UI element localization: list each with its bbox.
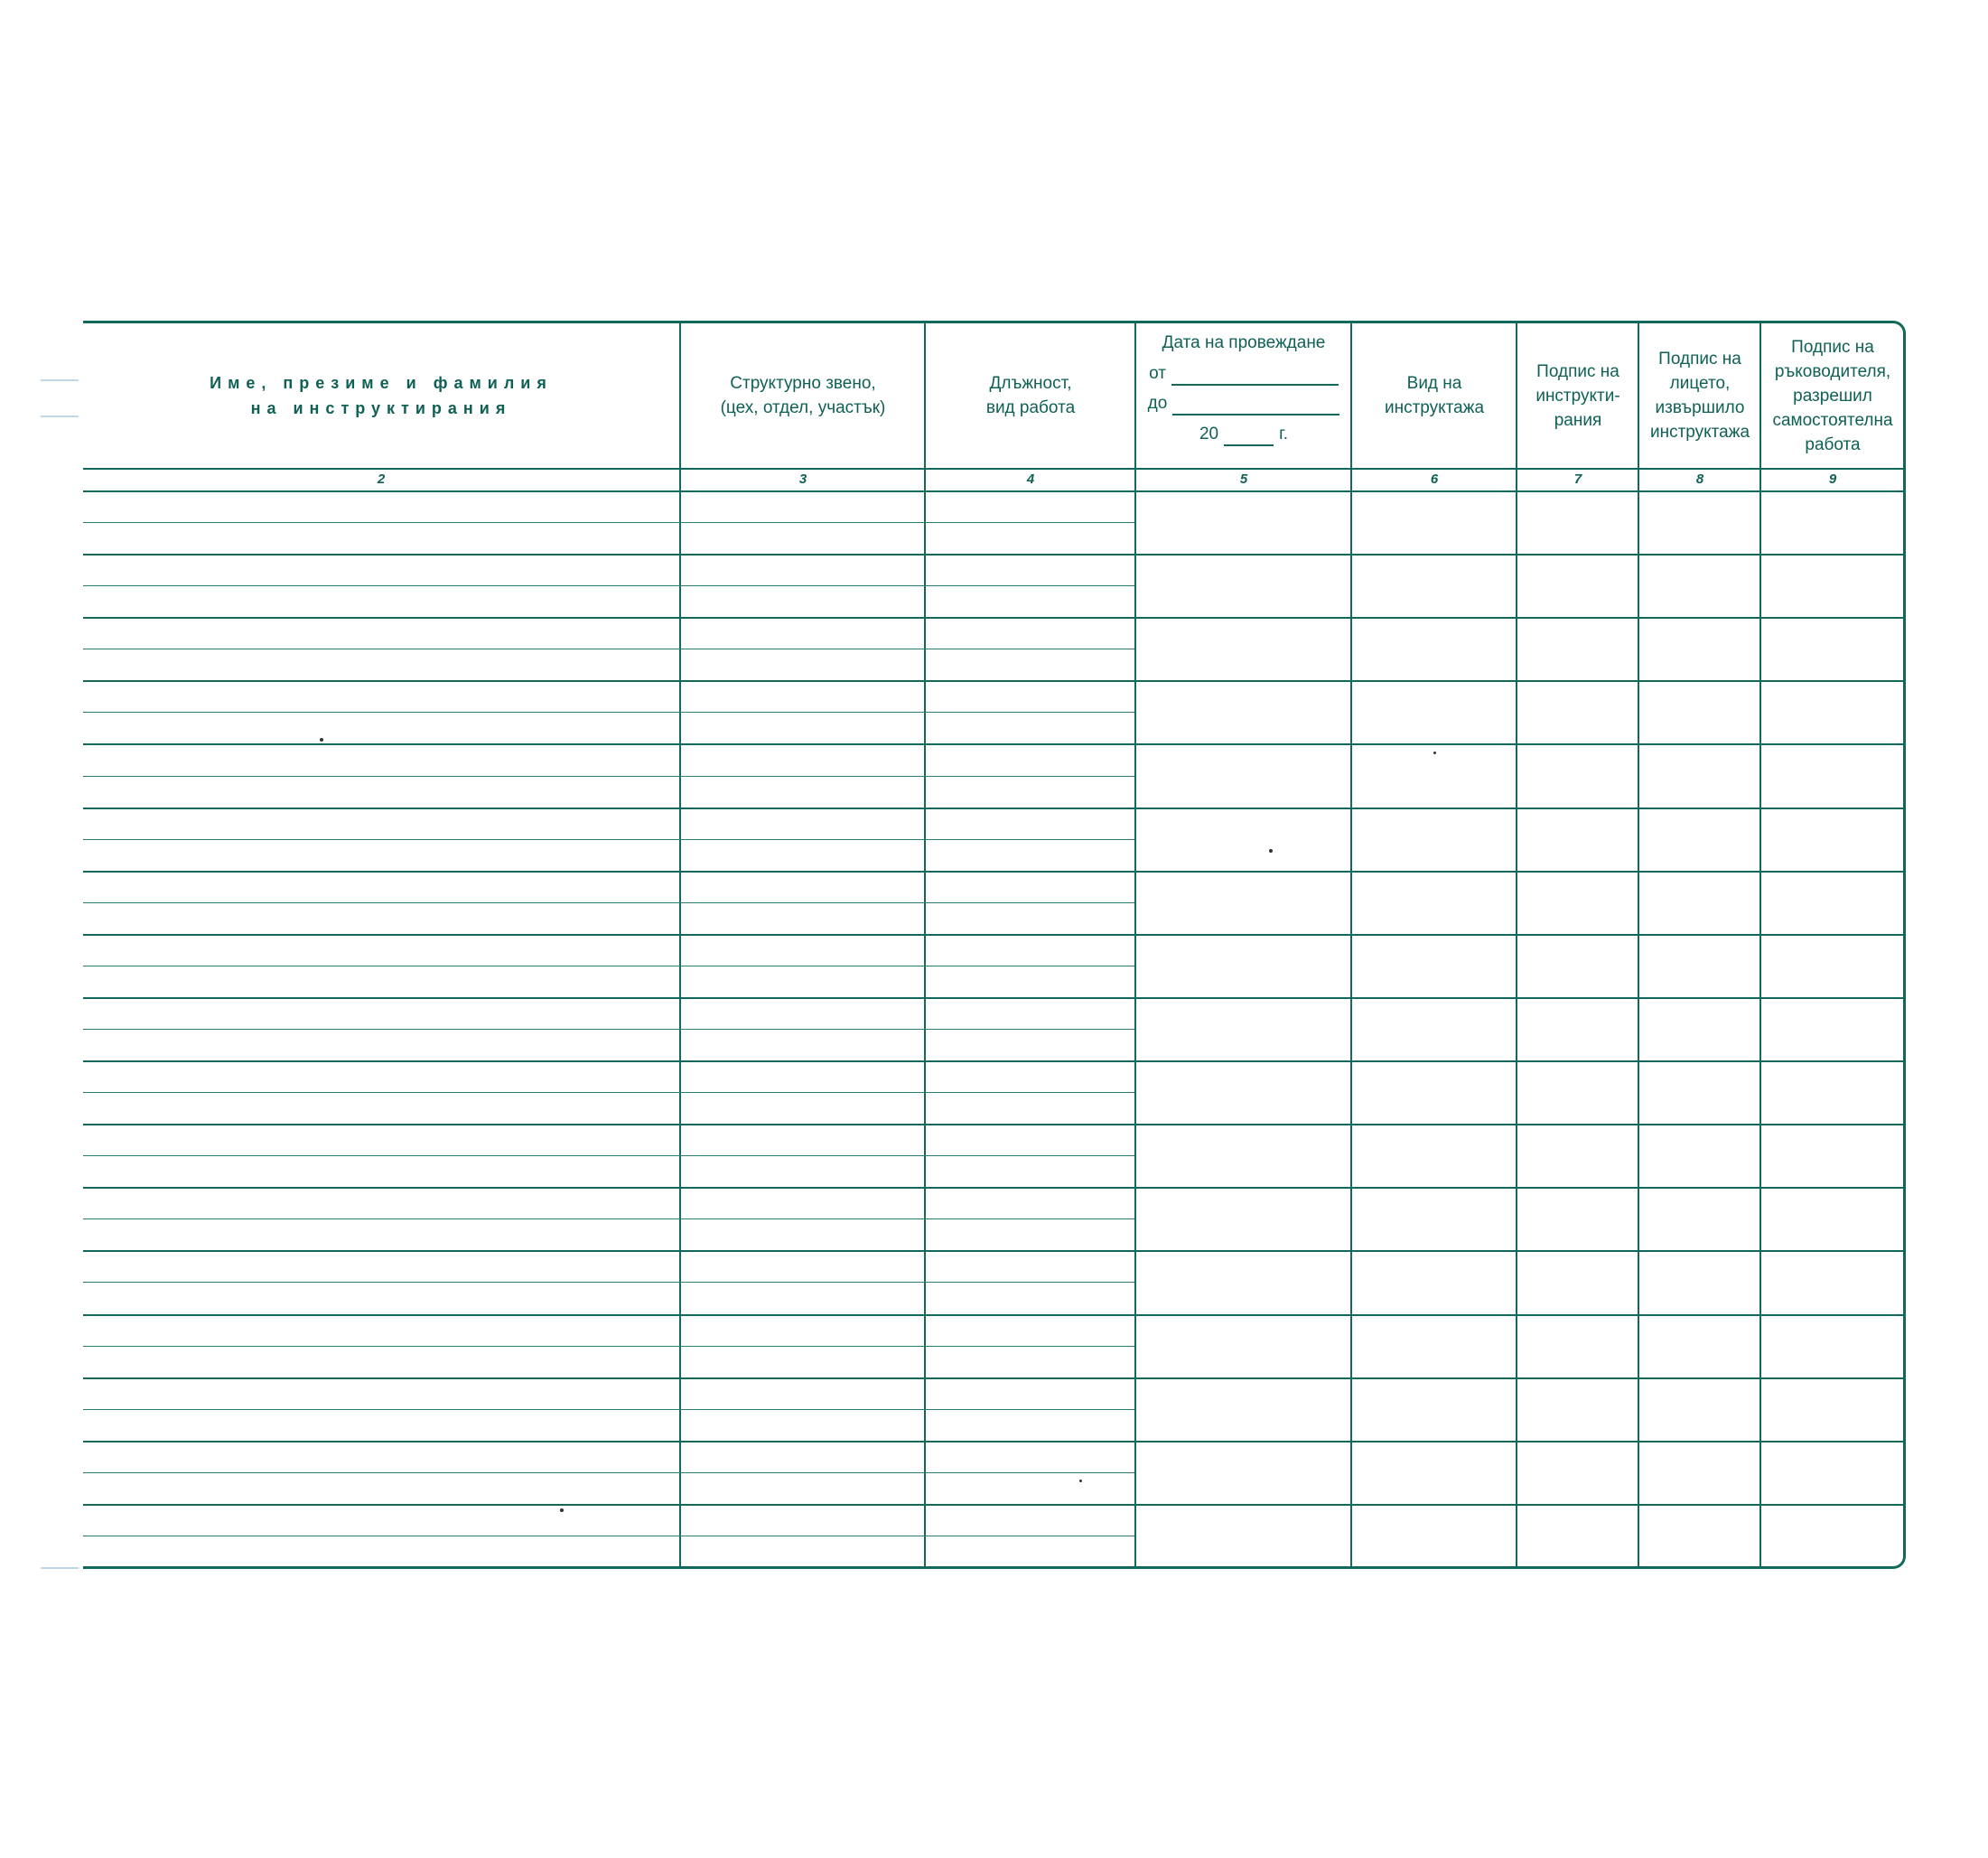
column-divider [1516, 323, 1517, 1567]
header-unit [682, 323, 924, 468]
row-line [83, 934, 1903, 936]
header-sign-instructor-line4: инструктажа [1649, 423, 1750, 442]
header-bottom-line [83, 468, 1903, 470]
row-line [83, 1377, 1903, 1379]
speck [320, 738, 323, 742]
column-divider [1759, 323, 1761, 1567]
header-date-title: Дата на провеждане [1162, 333, 1326, 352]
date-from-line [1149, 361, 1339, 386]
header-name-line1: Име, презиме и фамилия [210, 374, 553, 392]
header-sign-instructor-line3: извършило [1655, 398, 1745, 417]
sub-row-line [83, 1409, 1134, 1410]
header-unit-line1: Структурно звено, [730, 374, 876, 393]
row-line [83, 808, 1903, 809]
row-line [83, 1250, 1903, 1252]
header-name [83, 323, 679, 468]
column-number: 8 [1695, 472, 1704, 487]
header-type [1353, 323, 1516, 468]
margin-mark [41, 415, 79, 417]
column-number-line [83, 490, 1903, 492]
sub-row-line [83, 776, 1134, 777]
header-type-line2: инструктажа [1384, 398, 1485, 417]
header-position [927, 323, 1134, 468]
row-line [83, 617, 1903, 619]
header-sign-manager-line1: Подпис на [1791, 337, 1874, 357]
date-year-suffix: г. [1279, 425, 1289, 443]
header-sign-manager-line3: разрешил [1793, 386, 1872, 406]
row-line [83, 997, 1903, 999]
row-line [83, 1314, 1903, 1316]
header-date [1137, 323, 1350, 468]
row-line [83, 1441, 1903, 1443]
sub-row-line [83, 1029, 1134, 1030]
sub-row-line [83, 522, 1134, 523]
sub-row-line [83, 1155, 1134, 1156]
row-line [83, 1124, 1903, 1125]
header-name-line2: на инструктирания [250, 399, 512, 417]
speck [1433, 752, 1436, 754]
date-year-blank [1224, 428, 1274, 446]
margin-mark [41, 379, 79, 381]
header-type-line1: Вид на [1406, 374, 1462, 393]
date-to-line [1148, 391, 1340, 415]
column-divider [1134, 323, 1136, 1567]
header-sign-manager [1762, 323, 1903, 468]
header-position-line1: Длъжност, [989, 374, 1072, 393]
header-sign-manager-line2: ръководителя, [1774, 361, 1891, 381]
column-divider [1638, 323, 1639, 1567]
header-sign-manager-line5: работа [1805, 434, 1861, 454]
sub-row-line [83, 1472, 1134, 1473]
speck [1079, 1480, 1082, 1482]
sub-row-line [83, 839, 1134, 840]
speck [1269, 849, 1273, 853]
column-divider [1350, 323, 1352, 1567]
header-sign-instructed-line3: рания [1554, 410, 1602, 430]
row-line [83, 871, 1903, 873]
column-divider [679, 323, 681, 1567]
header-sign-manager-line4: самостоятелна [1772, 410, 1893, 430]
header-sign-instructor [1640, 323, 1759, 468]
date-from-label: от [1149, 364, 1166, 383]
sub-row-line [83, 1282, 1134, 1283]
header-sign-instructed [1518, 323, 1638, 468]
column-number: 3 [798, 472, 807, 487]
header-sign-instructor-line1: Подпис на [1658, 350, 1741, 369]
column-number: 6 [1430, 472, 1439, 487]
sub-row-line [83, 585, 1134, 586]
sub-row-line [83, 1092, 1134, 1093]
row-line [83, 1187, 1903, 1189]
date-to-label: до [1147, 394, 1168, 413]
header-sign-instructed-line2: инструкти- [1535, 386, 1620, 406]
date-from-blank [1171, 368, 1339, 386]
header-position-line2: вид работа [985, 398, 1076, 417]
date-year-line [1199, 422, 1288, 446]
row-line [83, 554, 1903, 556]
date-year-prefix: 20 [1199, 425, 1219, 443]
sub-row-line [83, 1346, 1134, 1347]
margin-mark [41, 1567, 79, 1569]
header-sign-instructor-line2: лицето, [1669, 374, 1731, 393]
column-divider [924, 323, 926, 1567]
column-number: 5 [1239, 472, 1248, 487]
row-line [83, 680, 1903, 682]
row-line [83, 743, 1903, 745]
date-to-blank [1172, 397, 1339, 415]
header-unit-line2: (цех, отдел, участък) [720, 398, 886, 417]
speck [560, 1508, 564, 1512]
row-line [83, 1060, 1903, 1062]
sub-row-line [83, 902, 1134, 903]
sub-row-line [83, 712, 1134, 713]
column-number: 2 [377, 472, 386, 487]
column-number: 4 [1026, 472, 1035, 487]
sub-row-line [83, 1218, 1134, 1219]
header-sign-instructed-line1: Подпис на [1536, 361, 1619, 381]
column-number: 7 [1573, 472, 1582, 487]
row-line [83, 1504, 1903, 1506]
column-number: 9 [1828, 472, 1837, 487]
instruction-log-table [83, 321, 1906, 1569]
